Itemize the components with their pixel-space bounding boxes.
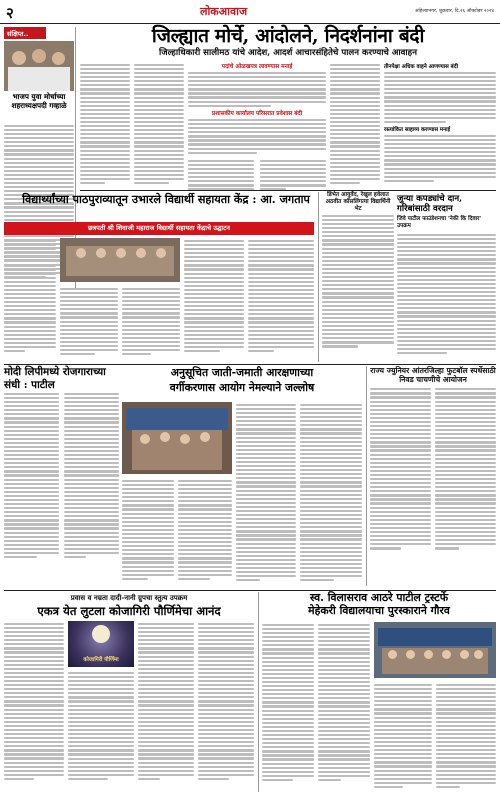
vidyarthi-photo bbox=[60, 238, 180, 282]
dimbhe-column bbox=[318, 192, 394, 362]
vidyarthi-banner: छत्रपती श्री शिवाजी महाराज विद्यार्थी सहायता केंद्राचे उद्घाटन bbox=[4, 222, 314, 235]
vidyarthi-body-col2 bbox=[60, 286, 118, 357]
lead-body-col5 bbox=[330, 62, 380, 186]
lead-box-1 bbox=[188, 62, 326, 108]
modi-column bbox=[4, 366, 119, 586]
anusuchit-photo bbox=[122, 402, 232, 474]
lead-box-1-title: पदांचे ओळखपत्र लावण्यास मनाई bbox=[221, 64, 293, 70]
kojagiri-graphic-text: कोजागिरी पौर्णिमा bbox=[83, 657, 119, 663]
divider-2 bbox=[4, 364, 496, 365]
football-headline: राज्य ज्युनियर आंतरजिल्हा फुटबॉल स्पर्धेसाठी निवड चाचणीचे आयोजन bbox=[370, 366, 496, 385]
vilasrao-body-col2 bbox=[318, 622, 370, 783]
pravas-kicker: प्रवास व नम्रता दादी-नानी ग्रुपचा स्तुत्य उपक्रम bbox=[70, 594, 188, 602]
pravas-body-col4 bbox=[198, 621, 254, 782]
lead-right-subhead-2: रस्त्यांकित साहाय्य करण्यास मनाई bbox=[384, 127, 451, 134]
anusuchit-body-col3 bbox=[236, 402, 296, 583]
vilasrao-headline-2: मेहेकरी विद्यालयाचा पुरस्काराने गौरव bbox=[308, 603, 450, 617]
pravas-body-col1 bbox=[4, 621, 64, 782]
sidebar-tag: संक्षिप्त.. bbox=[4, 27, 46, 39]
lead-headline: जिल्ह्यात मोर्चे, आंदोलने, निदर्शनांना बंदी bbox=[151, 25, 425, 47]
vilasrao-body-col4 bbox=[436, 682, 496, 790]
vilasrao-body-col3 bbox=[374, 682, 432, 790]
lead-right-subhead-1: तीनपेक्षा अधिक वाहने आणण्यास बंदी bbox=[384, 64, 458, 70]
lead-body-col2 bbox=[134, 62, 184, 186]
pravas-headline: एकत्र येत लुटला कोजागिरी पौर्णिमेचा आनंद bbox=[37, 604, 221, 618]
vidyarthi-body-col3 bbox=[122, 286, 180, 357]
football-column bbox=[366, 366, 496, 586]
anusuchit-body-col1 bbox=[122, 478, 174, 582]
vilasrao-photo bbox=[374, 622, 496, 678]
vidyarthi-body-col4 bbox=[184, 238, 244, 354]
dimbhe-headline: डिंभेत आयुर्वेद, रेखुल हवेलात अठवीत कॉसलिंगत्या विद्यार्थिनी भेट bbox=[325, 192, 391, 212]
sidebar-headline: भाजप युवा मोर्चाच्या शहराध्यक्षपदी गव्हाळे bbox=[11, 92, 67, 110]
anusuchit-headline-2: वर्गीकरणास आयोग नेमल्याने जल्लोष bbox=[169, 381, 315, 394]
junya-headline: जुन्या कपड्यांचे दान, गरिबांसाठी वरदान bbox=[397, 194, 463, 214]
lead-box-2-title: प्रशासकीय कार्यालय परिसरात प्रवेशास बंदी bbox=[211, 111, 303, 117]
sidebar-photo bbox=[4, 41, 74, 91]
pravas-body-col3 bbox=[138, 621, 194, 782]
vilasrao-body-col1 bbox=[262, 622, 314, 783]
vidyarthi-headline: विद्यार्थ्यांच्या पाठपुराव्यातून उभारले विद्यार्थी सहायता केंद्र : आ. जगताप bbox=[22, 192, 310, 206]
masthead-logo: लोकआवाज bbox=[200, 5, 248, 18]
anusuchit-headline-1: अनुसूचित जाती-जमाती आरक्षणाच्या bbox=[170, 366, 314, 379]
dateline: अहिल्यानगर, शुक्रवार, दि.२६ ऑक्टोबर २०२४ bbox=[414, 9, 494, 14]
junya-body bbox=[397, 232, 496, 356]
page-number: २ bbox=[6, 4, 14, 22]
moon-icon bbox=[92, 625, 110, 643]
vidyarthi-body-col1 bbox=[4, 238, 56, 354]
lead-body-col3 bbox=[188, 158, 254, 193]
kojagiri-graphic bbox=[68, 621, 134, 667]
modi-headline: मोदी लिपीमध्ये रोजगाराच्या संधी : पाटील bbox=[4, 366, 106, 391]
lead-box-2 bbox=[188, 109, 326, 155]
anusuchit-body-col4 bbox=[300, 402, 362, 583]
divider-1 bbox=[80, 190, 496, 191]
junya-subhead: जिवे पाटील फाउंडेशनचा 'नेकी कि दिवार' उपक्रम bbox=[397, 216, 482, 229]
lead-right-col bbox=[384, 62, 496, 184]
lead-body-col4 bbox=[260, 158, 326, 193]
vilasrao-headline-1: स्व. विलासराव आठरे पाटील ट्रस्टर्फे bbox=[309, 591, 449, 604]
anusuchit-body-col2 bbox=[178, 478, 232, 582]
lead-body-col1 bbox=[80, 62, 130, 186]
pravas-body-col2 bbox=[68, 670, 134, 782]
vidyarthi-body-col5 bbox=[248, 238, 314, 354]
lead-subheadline: जिल्हाधिकारी सालीमठ यांचे आदेश, आदर्श आचारसंहितेचे पालन करण्याचे आवाहन bbox=[159, 48, 417, 58]
masthead bbox=[0, 0, 500, 24]
